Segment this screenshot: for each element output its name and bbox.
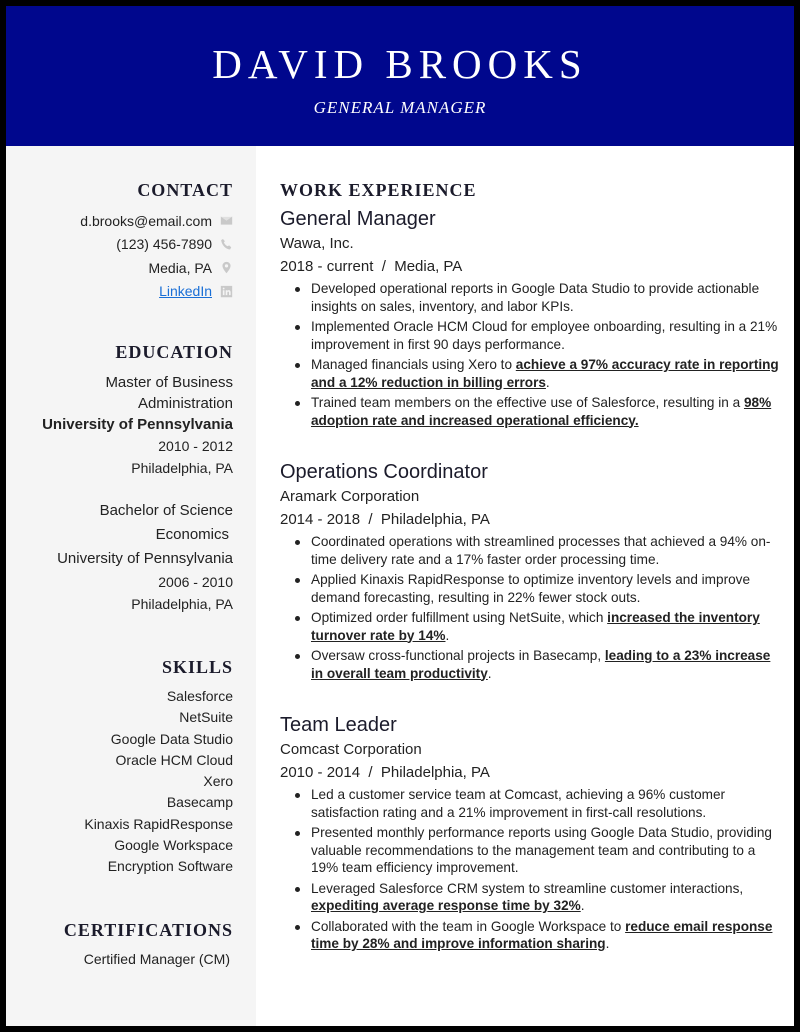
education-location: Philadelphia, PA bbox=[131, 460, 233, 476]
education-years: 2010 - 2012 bbox=[158, 438, 233, 454]
linkedin-link[interactable]: LinkedIn bbox=[159, 283, 212, 300]
school-name: University of Pennsylvania bbox=[57, 550, 233, 567]
certifications-section bbox=[6, 918, 233, 970]
skill-item: Oracle HCM Cloud bbox=[115, 751, 233, 768]
header-banner bbox=[6, 6, 794, 146]
map-pin-icon bbox=[219, 261, 233, 275]
phone-icon bbox=[219, 237, 233, 251]
bullet-item: Developed operational reports in Google Data Studio to provide actionable insights on sales, inventory, and labor KPIs. bbox=[280, 280, 780, 315]
skills-section bbox=[6, 655, 233, 878]
bullet-highlight: increased the inventory turnover rate by 14% bbox=[311, 610, 760, 643]
skill-item: Xero bbox=[203, 773, 233, 790]
job-title: Operations Coordinator bbox=[280, 461, 488, 483]
linkedin-icon bbox=[219, 284, 233, 298]
skills-heading: SKILLS bbox=[161, 657, 233, 677]
email-text[interactable]: d.brooks@email.com bbox=[80, 212, 212, 229]
skill-item: Google Data Studio bbox=[110, 730, 233, 747]
bullet-item: Trained team members on the effective use of Salesforce, resulting in a 98% adoption rate and increased operational efficiency. bbox=[280, 394, 780, 429]
job-dates: 2010 - 2014 / Philadelphia, PA bbox=[280, 764, 490, 781]
location-text: Media, PA bbox=[148, 259, 212, 276]
resume-page bbox=[6, 6, 794, 1026]
job-entry bbox=[280, 712, 780, 956]
job-bullets bbox=[280, 533, 780, 682]
bullet-highlight: expediting average response time by 32% bbox=[311, 898, 581, 913]
education-section bbox=[6, 340, 233, 615]
skill-item: Kinaxis RapidResponse bbox=[84, 815, 233, 832]
degree-line: Bachelor of Science bbox=[99, 502, 233, 519]
job-dates: 2018 - current / Media, PA bbox=[280, 258, 463, 275]
bullet-item: Led a customer service team at Comcast, achieving a 96% customer satisfaction rating and a 21% improvement in first-call resolutions. bbox=[280, 786, 780, 821]
school-name: University of Pennsylvania bbox=[42, 416, 233, 433]
education-location: Philadelphia, PA bbox=[131, 596, 233, 612]
skill-item: Basecamp bbox=[166, 794, 233, 811]
company-name: Wawa, Inc. bbox=[280, 235, 354, 252]
education-entry bbox=[6, 372, 233, 479]
job-bullets bbox=[280, 280, 780, 429]
bullet-item: Managed financials using Xero to achieve a 97% accuracy rate in reporting and a 12% reduction in billing errors. bbox=[280, 356, 780, 391]
skill-item: NetSuite bbox=[179, 709, 233, 726]
bullet-highlight: leading to a 23% increase in overall team productivity bbox=[311, 648, 771, 681]
contact-heading: CONTACT bbox=[137, 180, 233, 200]
skill-item: Encryption Software bbox=[107, 858, 233, 875]
bullet-item: Implemented Oracle HCM Cloud for employee onboarding, resulting in a 21% improvement in first 90 days performance. bbox=[280, 318, 780, 353]
bullet-item: Coordinated operations with streamlined processes that achieved a 94% on-time delivery rate and a 17% faster order processing time. bbox=[280, 533, 780, 568]
company-name: Comcast Corporation bbox=[280, 741, 422, 758]
skills-list bbox=[6, 686, 233, 878]
bullet-highlight: achieve a 97% accuracy rate in reporting and a 12% reduction in billing errors bbox=[311, 357, 779, 390]
bullet-highlight: reduce email response time by 28% and improve information sharing bbox=[311, 918, 773, 951]
degree-line: Administration bbox=[137, 395, 233, 412]
work-experience-heading: WORK EXPERIENCE bbox=[280, 180, 477, 200]
candidate-title: GENERAL MANAGER bbox=[313, 98, 487, 117]
bullet-item: Presented monthly performance reports using Google Data Studio, providing valuable recommendations to the management team and contributing to a 19% team efficiency improvement. bbox=[280, 824, 780, 877]
education-heading: EDUCATION bbox=[115, 342, 233, 362]
bullet-item: Collaborated with the team in Google Workspace to reduce email response time by 28% and improve information sharing. bbox=[280, 918, 780, 953]
contact-linkedin bbox=[6, 280, 233, 304]
company-name: Aramark Corporation bbox=[280, 488, 420, 505]
contact-phone bbox=[6, 233, 233, 257]
major-line: Economics bbox=[155, 526, 229, 543]
job-bullets bbox=[280, 786, 780, 953]
job-entry bbox=[280, 459, 780, 685]
bullet-item: Applied Kinaxis RapidResponse to optimize inventory levels and improve demand forecasting, resulting in 22% fewer stock outs. bbox=[280, 571, 780, 606]
education-years: 2006 - 2010 bbox=[158, 574, 233, 590]
contact-email bbox=[6, 209, 233, 233]
bullet-item: Oversaw cross-functional projects in Basecamp, leading to a 23% increase in overall team productivity. bbox=[280, 647, 780, 682]
skill-item: Salesforce bbox=[166, 688, 233, 704]
job-dates: 2014 - 2018 / Philadelphia, PA bbox=[280, 511, 490, 528]
job-title: Team Leader bbox=[280, 714, 397, 736]
contact-location bbox=[6, 256, 233, 280]
contact-section bbox=[6, 178, 233, 303]
certification-item: Certified Manager (CM) bbox=[83, 951, 230, 967]
phone-text: (123) 456-7890 bbox=[116, 236, 212, 253]
bullet-item: Optimized order fulfillment using NetSuite, which increased the inventory turnover rate by 14%. bbox=[280, 609, 780, 644]
sidebar bbox=[6, 146, 256, 1026]
job-title: General Manager bbox=[280, 208, 436, 230]
candidate-name: DAVID BROOKS bbox=[212, 41, 588, 87]
certifications-heading: CERTIFICATIONS bbox=[63, 920, 233, 940]
bullet-highlight: 98% adoption rate and increased operational efficiency. bbox=[311, 395, 772, 428]
bullet-item: Leveraged Salesforce CRM system to streamline customer interactions, expediting average response time by 32%. bbox=[280, 880, 780, 915]
degree-line: Master of Business bbox=[105, 374, 233, 391]
education-entry bbox=[6, 499, 233, 615]
job-entry bbox=[280, 206, 780, 432]
envelope-icon bbox=[219, 214, 233, 228]
skill-item: Google Workspace bbox=[114, 837, 233, 854]
